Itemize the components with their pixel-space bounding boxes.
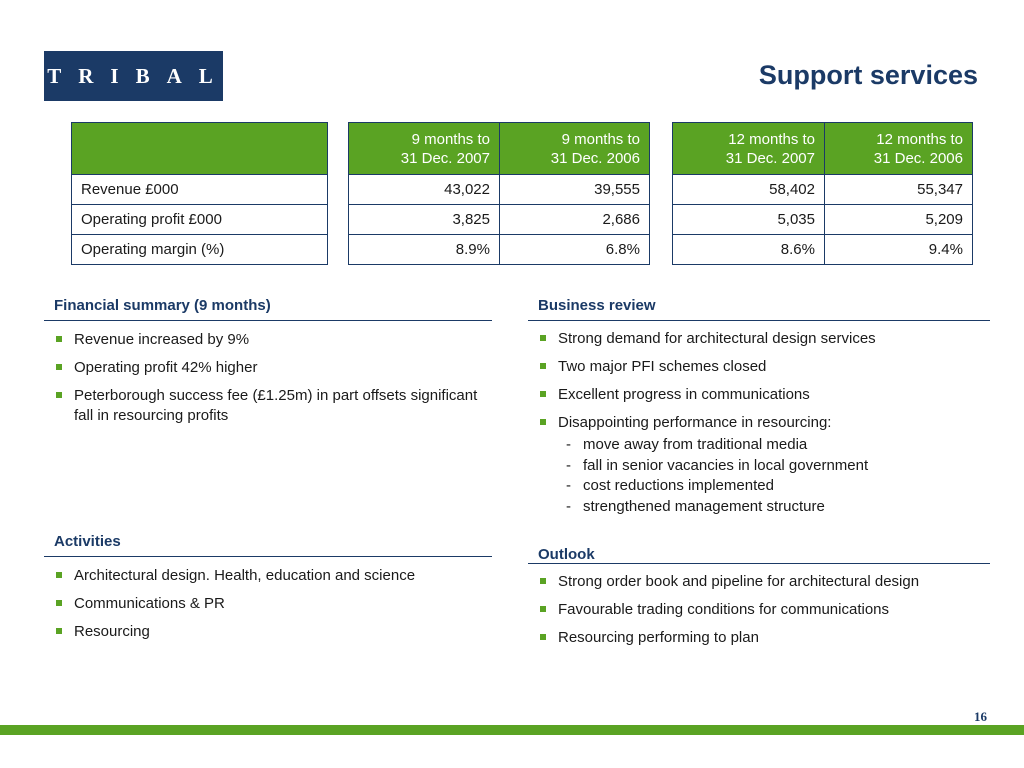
list-item: Revenue increased by 9% <box>44 330 492 350</box>
outlook-heading: Outlook <box>528 546 990 564</box>
business-review-list <box>528 329 990 517</box>
header-9m-2006: 9 months to 31 Dec. 2006 <box>500 123 650 175</box>
cell-revenue-12m-2006: 55,347 <box>825 175 973 205</box>
list-item: Excellent progress in communications <box>528 385 990 405</box>
bullet-square-icon <box>540 335 546 341</box>
cell-revenue-12m-2007: 58,402 <box>673 175 825 205</box>
bullet-square-icon <box>56 392 62 398</box>
list-item: Two major PFI schemes closed <box>528 357 990 377</box>
cell-profit-12m-2006: 5,209 <box>825 205 973 235</box>
activities-section <box>44 533 492 642</box>
header-9m-2007: 9 months to 31 Dec. 2007 <box>349 123 500 175</box>
bullet-square-icon <box>540 634 546 640</box>
list-item: Strong order book and pipeline for architectural design <box>528 572 990 592</box>
list-item: Architectural design. Health, education and science <box>44 566 492 586</box>
bullet-square-icon <box>540 363 546 369</box>
header-12m-2007: 12 months to 31 Dec. 2007 <box>673 123 825 175</box>
bullet-square-icon <box>56 628 62 634</box>
list-item: Resourcing <box>44 622 492 642</box>
sub-list-item: - cost reductions implemented <box>566 477 774 494</box>
cell-revenue-9m-2006: 39,555 <box>500 175 650 205</box>
cell-margin-12m-2007: 8.6% <box>673 235 825 265</box>
slide-title: Support services <box>758 60 978 90</box>
business-review-section <box>528 297 990 517</box>
sub-list-item: - strengthened management structure <box>566 497 825 515</box>
footer-bar <box>0 725 1024 735</box>
list-item: Peterborough success fee (£1.25m) in part offsets significant fall in resourcing profits <box>44 386 492 426</box>
cell-profit-9m-2006: 2,686 <box>500 205 650 235</box>
cell-margin-9m-2007: 8.9% <box>349 235 500 265</box>
list-item: Resourcing performing to plan <box>528 628 990 648</box>
list-item: Disappointing performance in resourcing: - move away from traditional media - fall in senior vacancies in local government - cost reductions implemented - strengthened management structure <box>528 413 990 517</box>
resourcing-sub-list <box>558 435 990 517</box>
financial-summary-list <box>44 330 492 426</box>
financial-summary-heading: Financial summary (9 months) <box>44 297 492 321</box>
outlook-section <box>528 546 990 648</box>
bullet-square-icon <box>540 419 546 425</box>
row-labels-table <box>71 122 328 265</box>
bullet-square-icon <box>540 391 546 397</box>
cell-profit-9m-2007: 3,825 <box>349 205 500 235</box>
bullet-square-icon <box>56 600 62 606</box>
bullet-square-icon <box>540 606 546 612</box>
nine-months-table <box>348 122 650 265</box>
outlook-list <box>528 572 990 648</box>
row-label-operating-margin: Operating margin (%) <box>72 235 328 265</box>
header-12m-2006: 12 months to 31 Dec. 2006 <box>825 123 973 175</box>
twelve-months-table <box>672 122 973 265</box>
list-item: Communications & PR <box>44 594 492 614</box>
header-blank-cell <box>72 123 328 175</box>
financial-summary-section <box>44 297 492 426</box>
bullet-square-icon <box>56 572 62 578</box>
sub-list-item: - fall in senior vacancies in local government <box>566 456 869 474</box>
list-item: Strong demand for architectural design services <box>528 329 990 349</box>
tribal-logo: TRIBAL <box>44 51 223 101</box>
page-number: 16 <box>974 709 987 724</box>
sub-list-item: - move away from traditional media <box>566 436 808 453</box>
cell-revenue-9m-2007: 43,022 <box>349 175 500 205</box>
activities-list <box>44 566 492 642</box>
row-label-operating-profit: Operating profit £000 <box>72 205 328 235</box>
row-label-revenue: Revenue £000 <box>72 175 328 205</box>
bullet-square-icon <box>56 364 62 370</box>
cell-margin-9m-2006: 6.8% <box>500 235 650 265</box>
activities-heading: Activities <box>44 533 492 557</box>
cell-profit-12m-2007: 5,035 <box>673 205 825 235</box>
cell-margin-12m-2006: 9.4% <box>825 235 973 265</box>
list-item: Operating profit 42% higher <box>44 358 492 378</box>
business-review-heading: Business review <box>528 297 990 321</box>
list-item: Favourable trading conditions for communications <box>528 600 990 620</box>
bullet-square-icon <box>56 336 62 342</box>
bullet-square-icon <box>540 578 546 584</box>
